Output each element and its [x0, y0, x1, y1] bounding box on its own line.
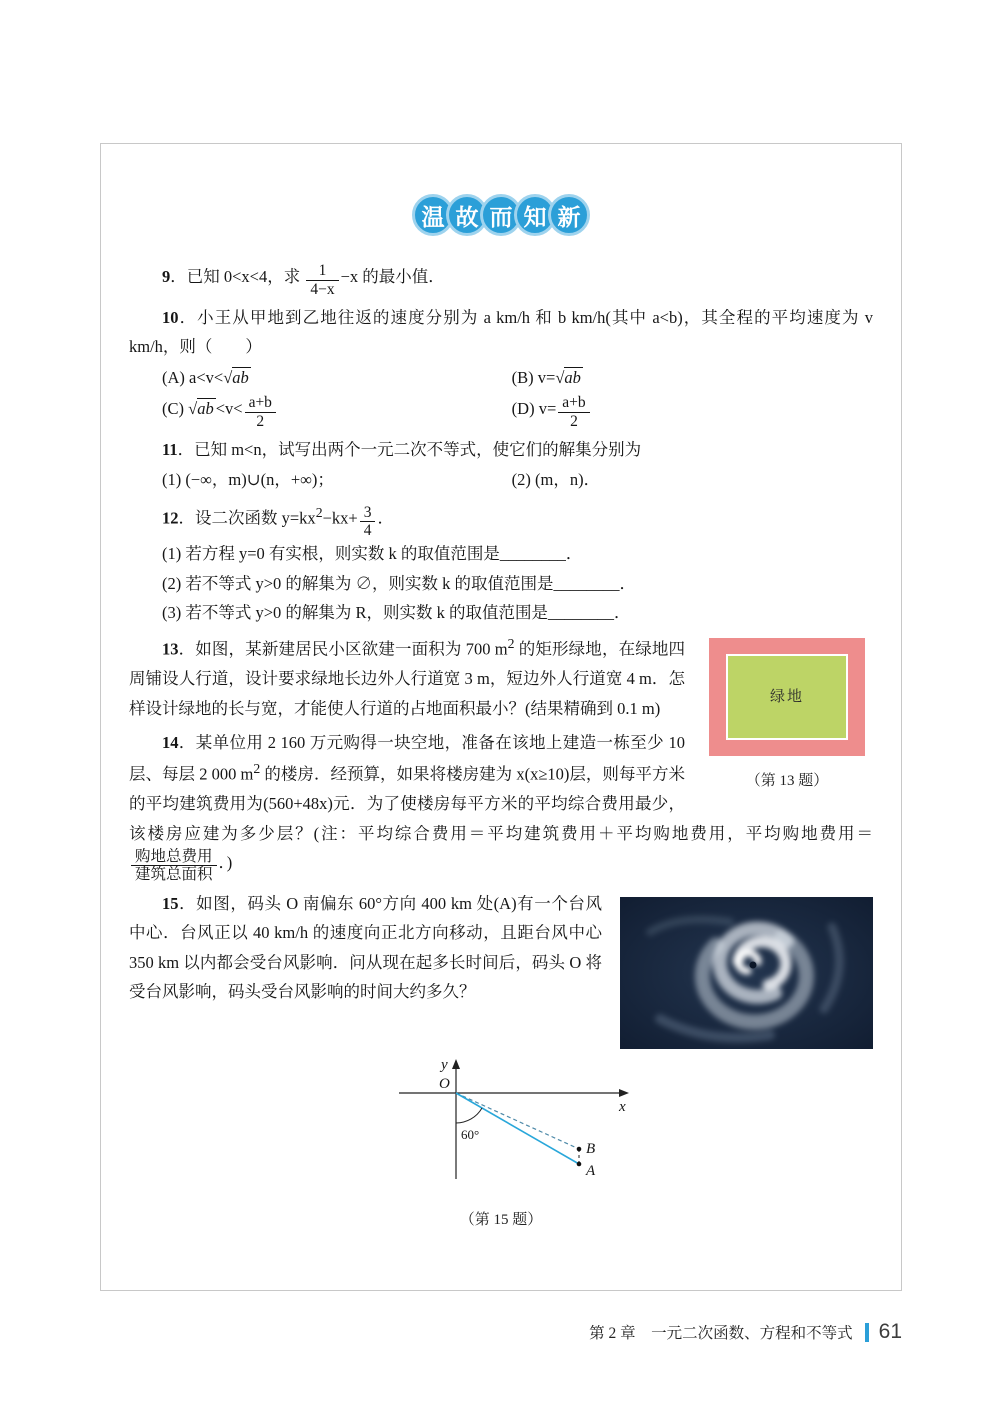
badge-char: 而 [480, 194, 522, 236]
problem-14-text-2: 的楼房．经预算，如果将楼房建为 x(x≥10)层，则每平方米的平均建筑费用为(560+48x)元．为了使楼房每平方米的平均综合费用最少，该楼房应建为多少层？(注：平均综合费用＝平均建筑费用＋平均购地费用，平均购地费用＝ [129, 764, 873, 843]
problem-12-item-2: (2) 若不等式 y>0 的解集为 ∅，则实数 k 的取值范围是________． [162, 573, 637, 593]
problem-10-options [129, 362, 873, 430]
fraction-denominator: 建筑总面积 [131, 865, 217, 883]
radical-icon: √ [555, 367, 565, 387]
fraction [558, 394, 589, 430]
fraction-denominator: 2 [245, 412, 276, 430]
problem-13-number: 13 [162, 639, 179, 659]
option-d [479, 393, 873, 430]
radicand: ab [564, 367, 581, 387]
problem-11-item-1: (1) (−∞，m)∪(n，+∞)； [162, 470, 334, 490]
problem-10-text: ．小王从甲地到乙地往返的速度分别为 a km/h 和 b km/h(其中 a<b)，其全程的平均速度为 v km/h，则（ ） [129, 308, 873, 357]
typhoon-satellite-image [620, 897, 873, 1049]
fraction [360, 504, 376, 540]
square-root [555, 367, 583, 387]
problem-9-text-2: −x 的最小值． [340, 267, 445, 286]
fraction-numerator: a+b [248, 394, 272, 412]
radicand: ab [197, 399, 214, 419]
green-space-rectangle [726, 654, 848, 740]
problem-11 [129, 435, 873, 496]
chapter-title: 第 2 章 一元二次函数、方程和不等式 [589, 1325, 853, 1342]
problem-15-text: ．如图，码头 O 南偏东 60°方向 400 km 处(A)有一个台风中心．台风正以 40 km/h 的速度向正北方向移动，且距台风中心 350 km 以内都会受台风影响．问从现在起多长时间后，码头 O 将受台风影响，码头受台风影响的时间大约多久？ [129, 893, 602, 1001]
footer-divider [865, 1323, 869, 1342]
problem-10-number: 10 [162, 308, 179, 327]
problem-11-item-2: (2) (m，n)． [511, 470, 601, 490]
page-footer [589, 1320, 902, 1344]
problem-9 [129, 262, 873, 298]
problem-14-text-3: ．) [218, 852, 233, 872]
badge-char: 知 [514, 194, 556, 236]
superscript: 2 [507, 636, 515, 652]
axis-label-y: y [441, 1056, 448, 1073]
superscript: 2 [253, 761, 261, 777]
point-a-label: A [586, 1162, 596, 1179]
fraction-numerator: 1 [318, 262, 327, 280]
problem-13-text-2: 的矩形绿地，在绿地四周铺设人行道，设计要求绿地长边外人行道宽 3 m，短边外人行道宽 4 m．怎样设计绿地的长与宽，才能使人行道的占地面积最小？(结果精确到 0.1 m) [129, 639, 685, 718]
option-b-text: (B) v= [511, 367, 556, 387]
problem-11-stem [129, 435, 873, 464]
problem-11-text: ．已知 m<n，试写出两个一元二次不等式，使它们的解集分别为 [177, 440, 642, 460]
problem-14-text: ．某单位用 2 160 万元购得一块空地，准备在该地上建造一栋至少 10 层、每层 2 000 m [129, 732, 686, 784]
badge-char: 温 [412, 194, 454, 236]
radicand: ab [232, 367, 249, 387]
problem-11-items [129, 464, 873, 495]
problem-10-stem [129, 303, 873, 362]
option-c-text: (C) [162, 399, 189, 419]
fraction-denominator: 4−x [306, 280, 338, 298]
option-d-text: (D) v= [511, 399, 557, 419]
problem-12-item-1: (1) 若方程 y=0 有实根，则实数 k 的取值范围是________． [162, 544, 583, 564]
problem-15-diagram [129, 1053, 873, 1229]
problem-12-number: 12 [162, 508, 179, 528]
problem-9-number: 9 [162, 267, 171, 286]
problem-15-number: 15 [162, 893, 179, 913]
fraction [306, 262, 338, 298]
option-b [479, 362, 873, 393]
problem-12-text-3: ． [377, 508, 394, 528]
walkway-rectangle [709, 638, 865, 756]
fraction-denominator: 2 [558, 412, 589, 430]
fraction [131, 848, 217, 884]
problem-9-text: ．已知 0<x<4，求 [170, 267, 301, 286]
problem-14-number: 14 [162, 732, 179, 752]
option-a [129, 362, 479, 393]
problem-12-item-3: (3) 若不等式 y>0 的解集为 R，则实数 k 的取值范围是________． [162, 602, 631, 622]
problem-13-text: ．如图，某新建居民小区欲建一面积为 700 m [178, 639, 508, 659]
square-root [223, 367, 251, 387]
square-root [188, 398, 216, 418]
green-space-figure [701, 638, 873, 795]
fraction-numerator: a+b [562, 394, 586, 412]
option-c-text-2: <v< [215, 399, 243, 419]
radical-icon: √ [188, 399, 198, 419]
typhoon-photo [620, 897, 873, 1049]
angle-label: 60° [461, 1126, 480, 1142]
badge-char: 新 [548, 194, 590, 236]
badge-char: 故 [446, 194, 488, 236]
problem-10 [129, 303, 873, 430]
fraction [245, 394, 276, 430]
point-b-label: B [586, 1140, 596, 1157]
superscript: 2 [315, 504, 323, 520]
page-frame [100, 143, 902, 1291]
problem-12-text: ．设二次函数 y=kx [178, 508, 316, 528]
origin-label: O [439, 1075, 450, 1092]
figure-13-caption: （第 13 题） [745, 773, 829, 790]
problem-15 [129, 889, 873, 1006]
figure-15-caption: （第 15 题） [459, 1211, 543, 1228]
problem-12-text-2: −kx+ [322, 508, 358, 528]
problem-12 [129, 501, 873, 628]
problem-12-stem [129, 501, 873, 540]
option-a-text: (A) a<v< [162, 367, 224, 387]
review-badge [129, 194, 873, 236]
page-number: 61 [878, 1320, 902, 1343]
fraction-numerator: 购地总费用 [135, 848, 213, 866]
bearing-diagram [341, 1053, 661, 1203]
green-space-label: 绿地 [769, 689, 804, 705]
problem-11-number: 11 [162, 440, 178, 460]
fraction-numerator: 3 [363, 503, 372, 521]
axis-label-x: x [619, 1098, 626, 1115]
option-c [129, 393, 479, 430]
fraction-denominator: 4 [360, 521, 376, 539]
radical-icon: √ [223, 367, 233, 387]
